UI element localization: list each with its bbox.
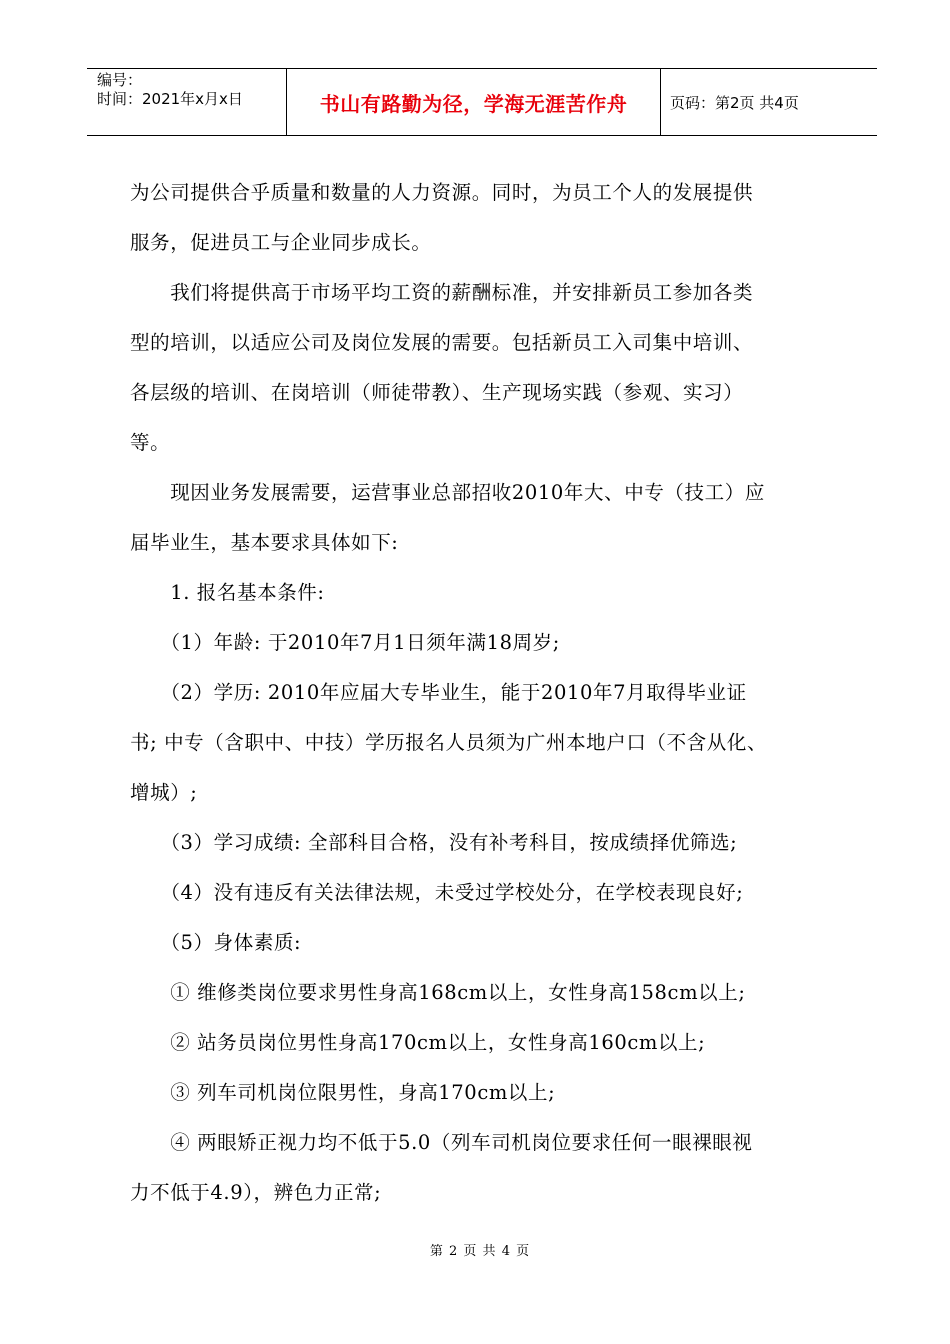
header-page-label: 页码：第2页 共4页: [670, 93, 799, 112]
time-label: 时间：2021年x月x日: [97, 90, 243, 108]
body-line: （1）年龄: 于2010年7月1日须年满18周岁;: [130, 631, 560, 654]
body-line: （4）没有违反有关法律法规，未受过学校处分，在学校表现良好;: [130, 881, 744, 904]
body-line: 增城）;: [130, 781, 198, 804]
body-line: ① 维修类岗位要求男性身高168cm以上，女性身高158cm以上;: [130, 981, 746, 1004]
body-line: 书; 中专（含职中、中技）学历报名人员须为广州本地户口（不含从化、: [130, 731, 768, 754]
header-motto: 书山有路勤为径，学海无涯苦作舟: [287, 69, 661, 135]
body-line: 各层级的培训、在岗培训（师徒带教）、生产现场实践（参观、实习）: [130, 381, 744, 404]
number-label: 编号：: [97, 71, 143, 89]
body-line: 我们将提供高于市场平均工资的薪酬标准，并安排新员工参加各类: [130, 281, 754, 304]
body-line: 服务，促进员工与企业同步成长。: [130, 231, 432, 254]
body-line: （3）学习成绩: 全部科目合格，没有补考科目，按成绩择优筛选;: [130, 831, 738, 854]
body-line: （2）学历: 2010年应届大专毕业生，能于2010年7月取得毕业证: [130, 681, 747, 704]
body-line: 现因业务发展需要，运营事业总部招收2010年大、中专（技工）应: [130, 481, 765, 504]
body-line: 为公司提供合乎质量和数量的人力资源。同时，为员工个人的发展提供: [130, 181, 754, 204]
header-meta: [87, 69, 287, 135]
body-line: 届毕业生，基本要求具体如下:: [130, 531, 399, 554]
document-body: [130, 168, 845, 1218]
body-line: 等。: [130, 431, 171, 454]
body-line: 型的培训，以适应公司及岗位发展的需要。包括新员工入司集中培训、: [130, 331, 754, 354]
body-line: 1. 报名基本条件:: [130, 581, 325, 604]
body-line: （5）身体素质:: [130, 931, 302, 954]
body-line: ④ 两眼矫正视力均不低于5.0（列车司机岗位要求任何一眼裸眼视: [130, 1131, 753, 1154]
page-footer: 第 2 页 共 4 页: [429, 1244, 531, 1259]
body-line: 力不低于4.9），辨色力正常;: [130, 1181, 382, 1204]
body-line: ② 站务员岗位男性身高170cm以上，女性身高160cm以上;: [130, 1031, 706, 1054]
body-line: ③ 列车司机岗位限男性，身高170cm以上;: [130, 1081, 556, 1104]
document-header: [87, 68, 877, 136]
